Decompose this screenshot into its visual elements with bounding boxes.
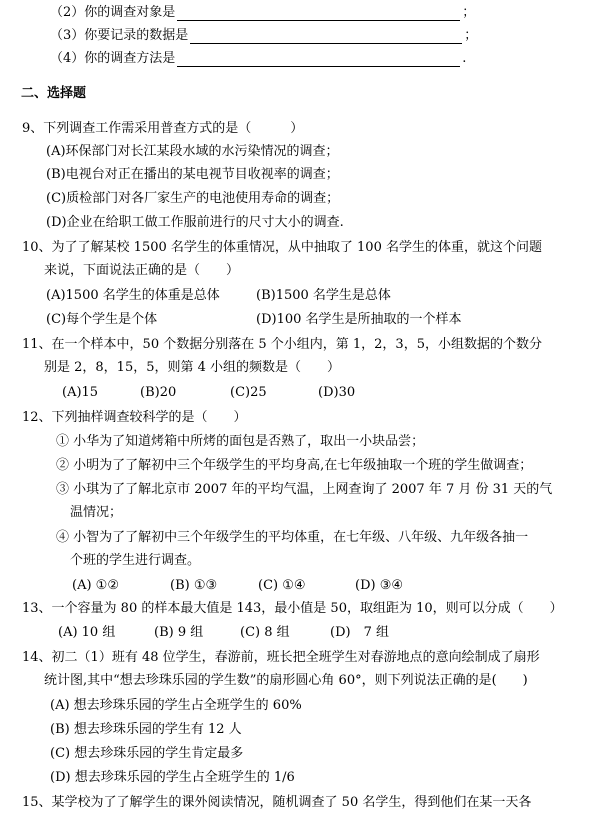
- question-10-stem-line1: 10、为了了解某校 1500 名学生的体重情况，从中抽取了 100 名学生的体重，就这个问题: [22, 240, 542, 255]
- question-10-stem-line2: 来说，下面说法正确的是（ ）: [44, 263, 240, 278]
- question-11-option-c: (C)25: [230, 385, 267, 400]
- question-12-item-4: ④ 小智为了了解初中三个年级学生的平均体重，在七年级、八年级、九年级各抽一: [56, 530, 529, 545]
- question-14-option-b: (B) 想去珍珠乐园的学生有 12 人: [50, 722, 242, 737]
- question-10-option-d: (D)100 名学生是所抽取的一个样本: [256, 312, 462, 327]
- question-12-option-a: (A) ①②: [72, 578, 119, 593]
- question-14-option-a: (A) 想去珍珠乐园的学生占全班学生的 60%: [50, 698, 302, 713]
- question-13-option-c: (C) 8 组: [240, 625, 290, 640]
- question-9-option-a: (A)环保部门对长江某段水域的水污染情况的调查；: [46, 144, 339, 159]
- question-12-stem: 12、下列抽样调查较科学的是（ ）: [22, 410, 247, 425]
- question-9-stem: 9、下列调查工作需采用普查方式的是（ ）: [22, 121, 304, 136]
- answer-blank[interactable]: [190, 30, 462, 44]
- answer-blank[interactable]: [177, 7, 460, 21]
- section-title: 二、选择题: [21, 86, 87, 101]
- question-11-stem-line1: 11、在一个样本中，50 个数据分别落在 5 个小组内，第 1，2，3，5，小组数据的个数分: [22, 337, 542, 352]
- survey-item-2: （2）你的调查对象是 ；: [50, 5, 476, 20]
- question-14-option-c: (C) 想去珍珠乐园的学生肯定最多: [50, 746, 244, 761]
- answer-blank[interactable]: [177, 53, 460, 67]
- question-12-option-b: (B) ①③: [170, 578, 218, 593]
- question-13-option-d: (D) 7 组: [330, 625, 389, 640]
- question-10-option-a: (A)1500 名学生的体重是总体: [46, 288, 220, 303]
- question-12-item-3-cont: 温情况；: [70, 505, 123, 520]
- question-12-item-3: ③ 小琪为了了解北京市 2007 年的平均气温，上网查询了 2007 年 7 月 份 31 天的气: [56, 482, 553, 497]
- question-14-stem-line1: 14、初二（1）班有 48 位学生，春游前，班长把全班学生对春游地点的意向绘制成了扇形: [22, 650, 540, 665]
- survey-item-3: （3）你要记录的数据是 ；: [50, 28, 478, 43]
- question-9-option-d: (D)企业在给职工做工作服前进行的尺寸大小的调查.: [46, 215, 344, 230]
- question-12-item-1: ① 小华为了知道烤箱中所烤的面包是否熟了，取出一小块品尝；: [56, 434, 425, 449]
- question-9-option-c: (C)质检部门对各厂家生产的电池使用寿命的调查；: [46, 191, 340, 206]
- question-12-item-2: ② 小明为了了解初中三个年级学生的平均身高,在七年级抽取一个班的学生做调查；: [56, 458, 533, 473]
- question-11-option-b: (B)20: [140, 385, 177, 400]
- question-11-option-d: (D)30: [318, 385, 356, 400]
- question-9-option-b: (B)电视台对正在播出的某电视节目收视率的调查；: [46, 167, 339, 182]
- question-12-item-4-cont: 个班的学生进行调查。: [70, 553, 201, 568]
- question-15-stem-line1: 15、某学校为了了解学生的课外阅读情况，随机调查了 50 名学生，得到他们在某一天各: [22, 795, 532, 810]
- question-13-option-a: (A) 10 组: [58, 625, 116, 640]
- question-10-option-c: (C)每个学生是个体: [46, 312, 158, 327]
- question-12-option-d: (D) ③④: [355, 578, 404, 593]
- question-13-stem: 13、一个容量为 80 的样本最大值是 143，最小值是 50，取组距为 10，则可以分成（ ）: [22, 601, 563, 616]
- question-10-option-b: (B)1500 名学生是总体: [256, 288, 391, 303]
- question-11-option-a: (A)15: [62, 385, 99, 400]
- question-14-stem-line2: 统计图,其中“想去珍珠乐园的学生数”的扇形圆心角 60°，则下列说法正确的是( ): [44, 673, 528, 688]
- question-12-option-c: (C) ①④: [258, 578, 306, 593]
- question-13-option-b: (B) 9 组: [154, 625, 204, 640]
- question-11-stem-line2: 别是 2，8，15，5，则第 4 小组的频数是（ ）: [44, 360, 341, 375]
- question-14-option-d: (D) 想去珍珠乐园的学生占全班学生的 1/6: [50, 770, 295, 785]
- survey-item-4: （4）你的调查方法是 .: [50, 51, 467, 66]
